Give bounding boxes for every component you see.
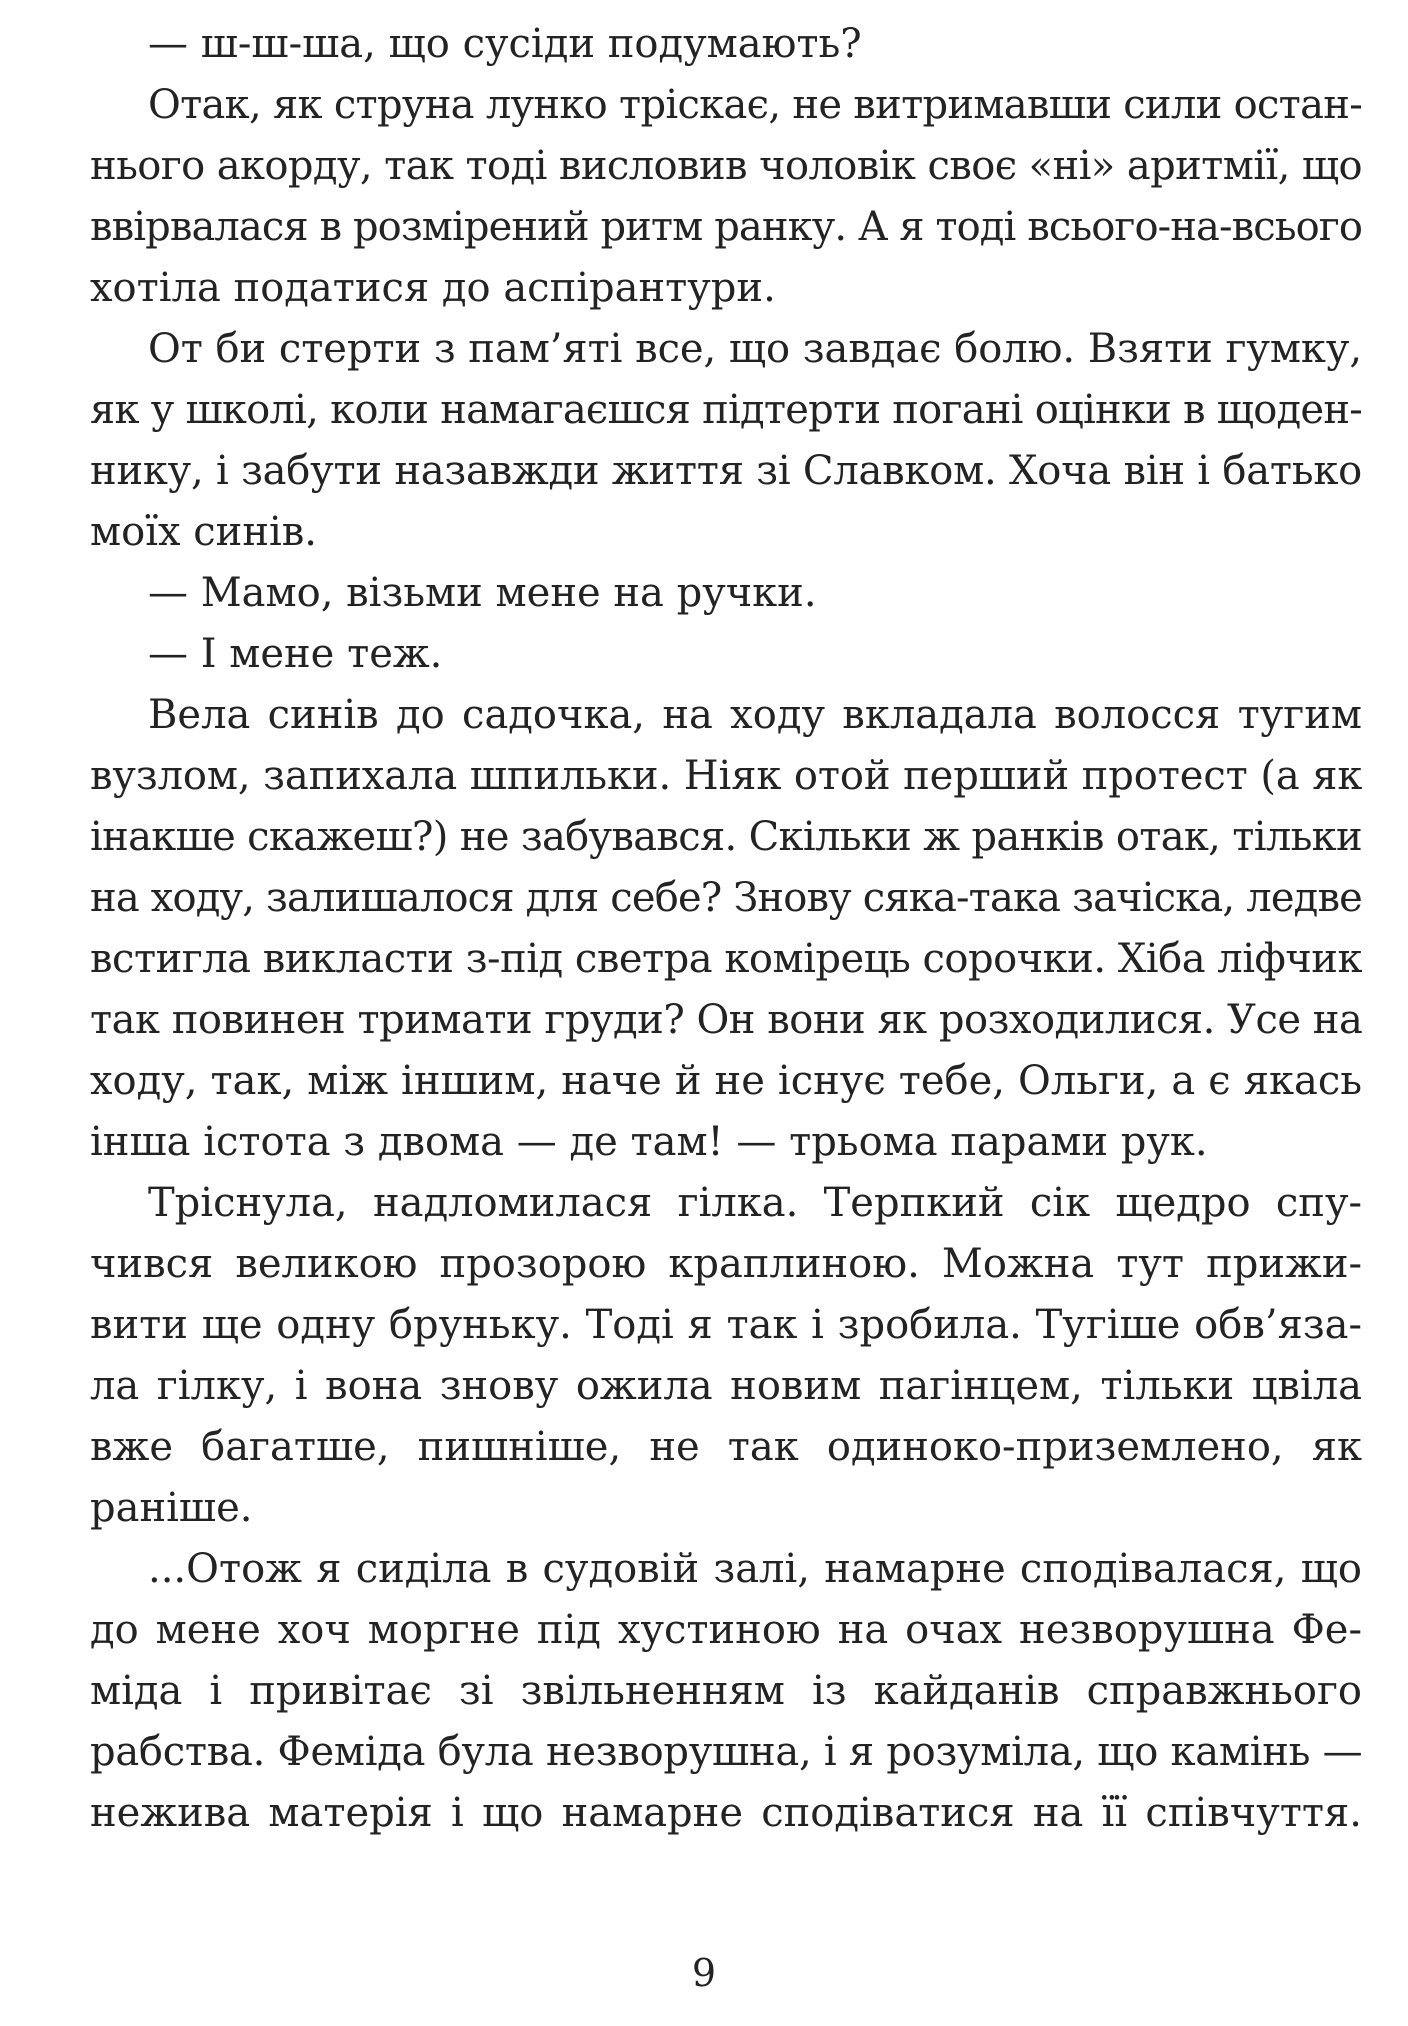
text-line: хотіла податися до аспірантури. xyxy=(90,265,776,311)
paragraph xyxy=(32,563,1362,624)
text-line: встигла викласти з-під светра комірець сорочки. Хіба ліфчик xyxy=(90,936,1362,982)
paragraph xyxy=(32,75,1362,319)
text-line: як у школі, коли намагаєшся підтерти погані оцінки в щоден- xyxy=(90,387,1362,433)
text-line: ходу, так, між іншим, наче й не існує тебе, Ольги, а є якась xyxy=(90,1058,1362,1104)
text-line: вже багатше, пишніше, не так одиноко-приземлено, як xyxy=(90,1424,1362,1470)
text-line: — Мамо, візьми мене на ручки. xyxy=(148,570,817,616)
text-line: ла гілку, і вона знову ожила новим пагінцем, тільки цвіла xyxy=(90,1363,1362,1409)
text-line: рабства. Феміда була незворушна, і я розуміла, що камінь — xyxy=(90,1729,1363,1775)
page-body xyxy=(32,14,1362,1844)
text-line: так повинен тримати груди? Он вони як розходилися. Усе на xyxy=(90,997,1363,1043)
text-line: інша істота з двома — де там! — трьома парами рук. xyxy=(90,1119,1208,1165)
text-line: чився великою прозорою краплиною. Можна тут прижи- xyxy=(90,1241,1362,1287)
text-line: — ш-ш-ша, що сусіди подумають? xyxy=(148,21,862,67)
paragraph xyxy=(32,1173,1362,1539)
paragraph xyxy=(32,319,1362,563)
text-line: вити ще одну бруньку. Тоді я так і зробила. Тугіше обв’яза- xyxy=(90,1302,1362,1348)
text-line: інакше скажеш?) не забувався. Скільки ж ранків отак, тільки xyxy=(90,814,1362,860)
text-line: нику, і забути назавжди життя зі Славком. Хоча він і батько xyxy=(90,448,1362,494)
text-line: — І мене теж. xyxy=(148,631,443,677)
page-number: 9 xyxy=(691,1951,717,1995)
text-line: вузлом, запихала шпильки. Ніяк отой перший протест (а як xyxy=(90,753,1363,799)
text-line: От би стерти з пам’яті все, що завдає болю. Взяти гумку, xyxy=(148,326,1362,372)
text-line: нежива матерія і що намарне сподіватися на її співчуття. xyxy=(90,1790,1362,1836)
text-line: на ходу, залишалося для себе? Знову сяка-така зачіска, ледве xyxy=(90,875,1362,921)
text-line: ввірвалася в розмірений ритм ранку. А я тоді всього-на-всього xyxy=(90,204,1362,250)
text-line: ...Отож я сиділа в судовій залі, намарне сподівалася, що xyxy=(148,1546,1362,1592)
text-line: міда і привітає зі звільненням із кайданів справжнього xyxy=(90,1668,1362,1714)
text-line: Вела синів до садочка, на ходу вкладала волосся тугим xyxy=(148,692,1362,738)
text-line: Отак, як струна лунко тріскає, не витримавши сили остан- xyxy=(148,82,1363,128)
text-line: моїх синів. xyxy=(90,509,318,555)
text-line: нього акорду, так тоді висловив чоловік своє «ні» аритмії, що xyxy=(90,143,1362,189)
paragraph xyxy=(32,624,1362,685)
paragraph xyxy=(32,14,1362,75)
text-line: раніше. xyxy=(90,1485,253,1531)
paragraph xyxy=(32,685,1362,1173)
paragraph xyxy=(32,1539,1362,1844)
text-line: до мене хоч моргне під хустиною на очах незворушна Фе- xyxy=(90,1607,1362,1653)
text-line: Тріснула, надломилася гілка. Терпкий сік щедро спу- xyxy=(148,1180,1362,1226)
